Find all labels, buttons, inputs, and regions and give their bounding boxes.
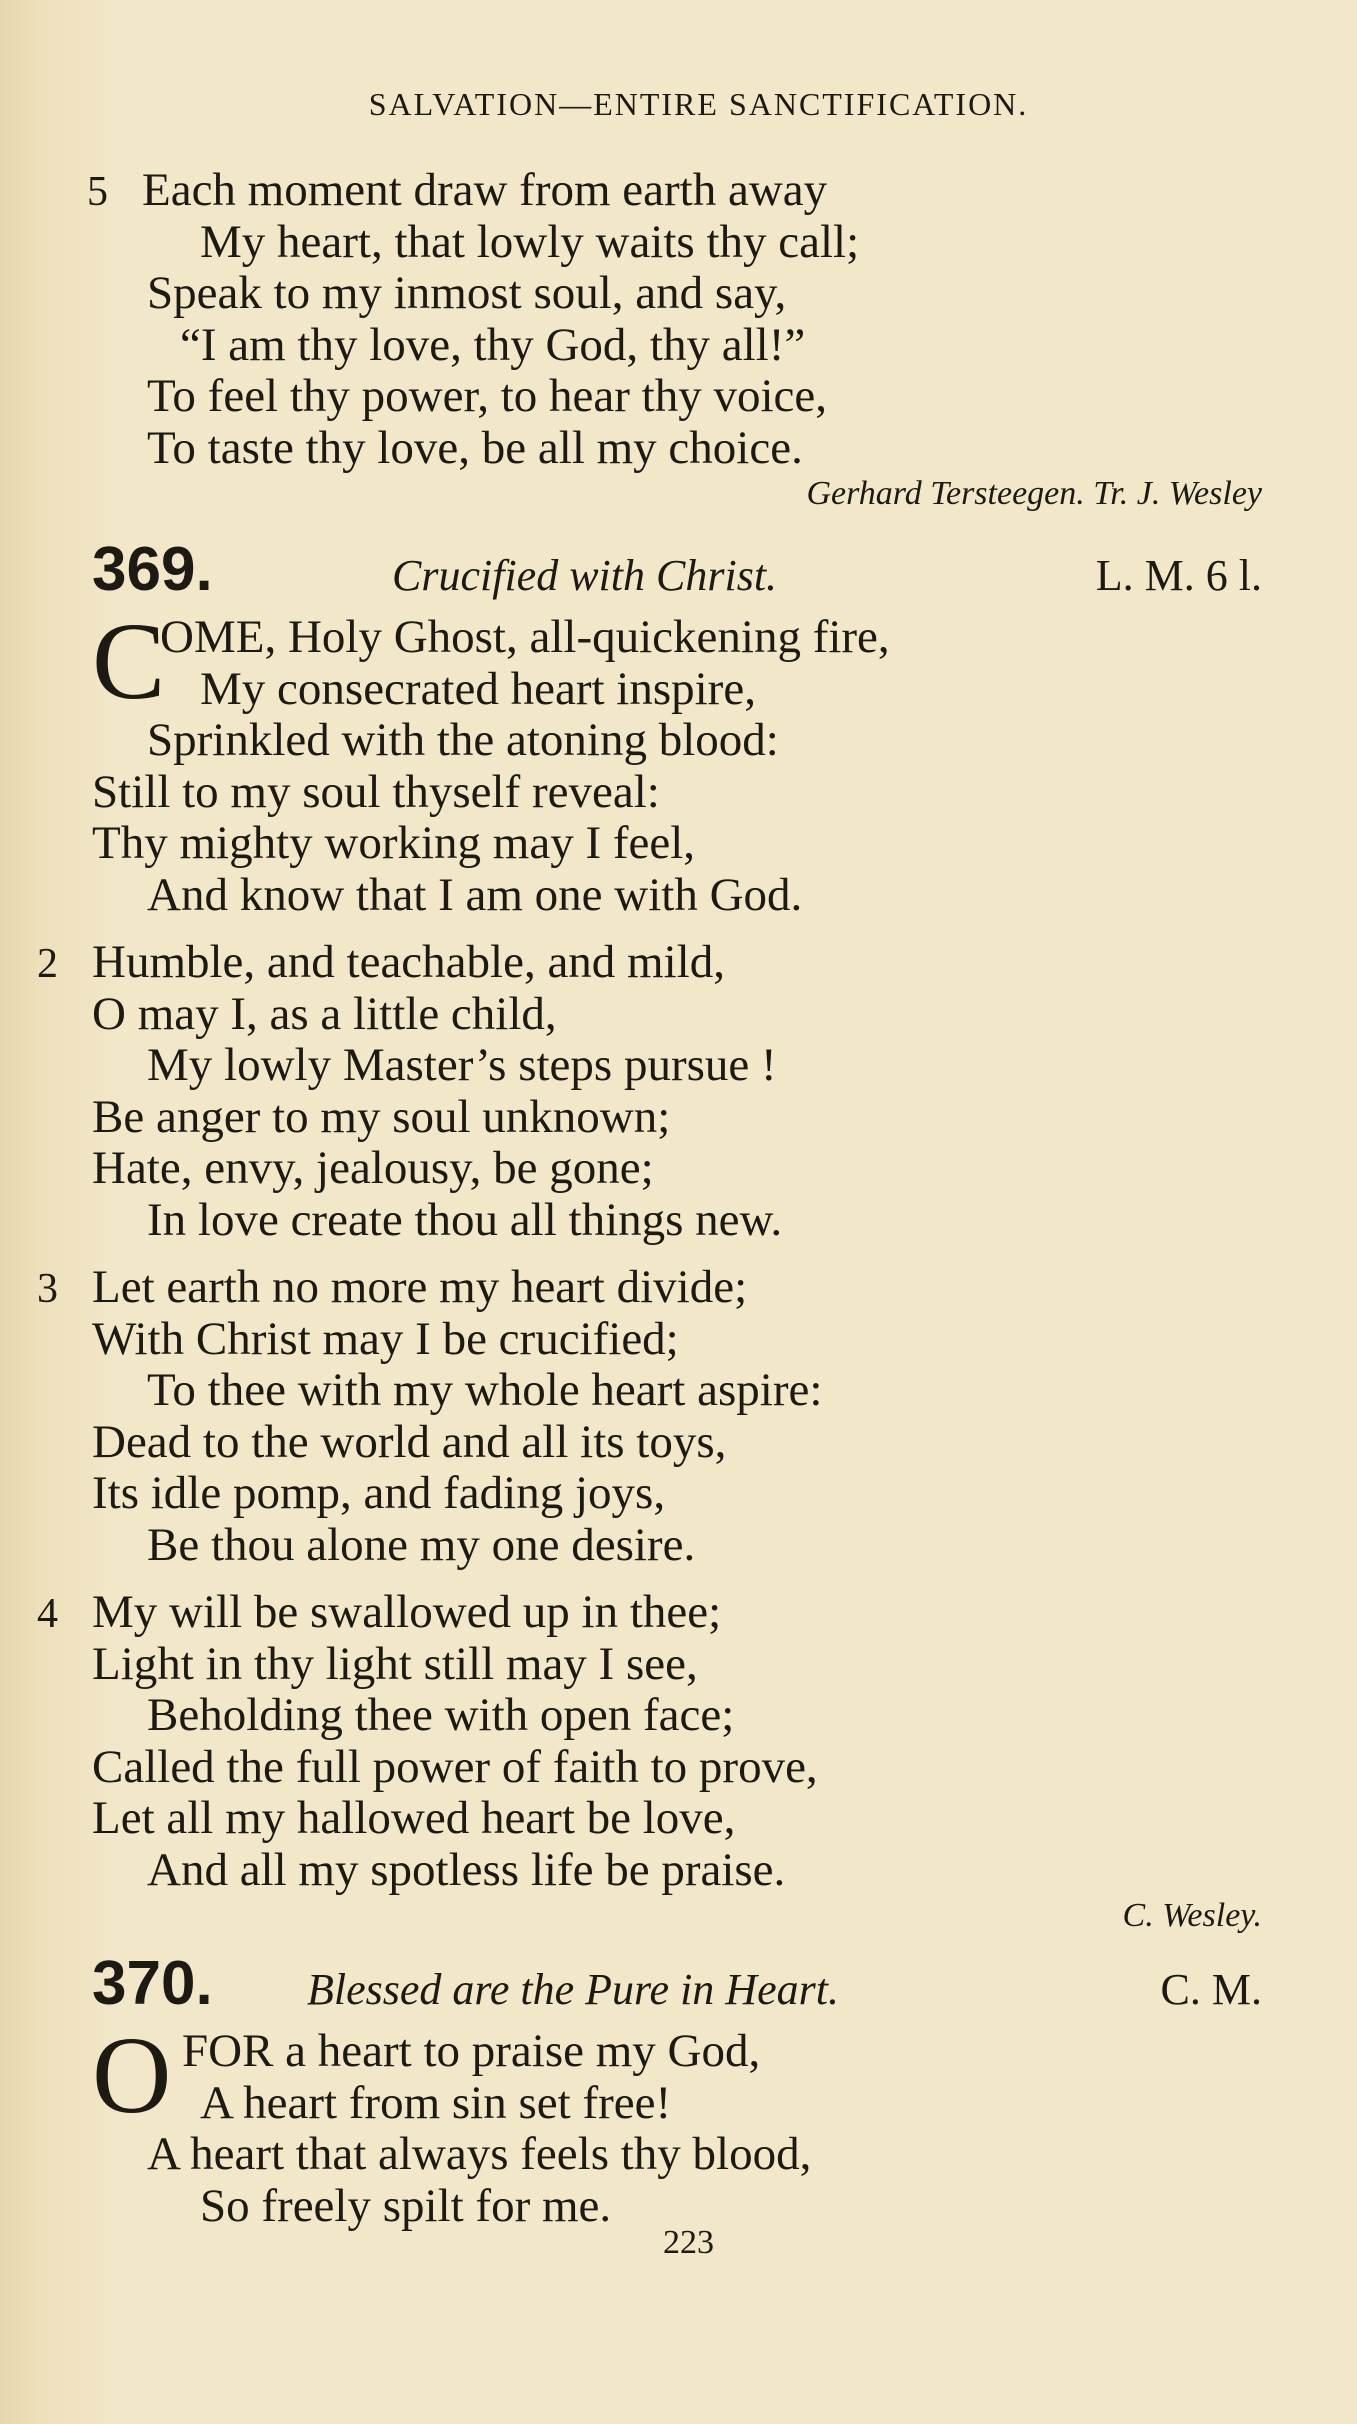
- page-number: 223: [663, 2224, 714, 2261]
- verse-line: Let all my hallowed heart be love,: [92, 1792, 736, 1844]
- verse-line: Beholding thee with open face;: [147, 1689, 735, 1741]
- hymn-370-heading: [92, 1948, 1262, 2022]
- hymn-title: Crucified with Christ.: [392, 551, 778, 600]
- verse-line: Called the full power of faith to prove,: [92, 1740, 818, 1793]
- hymn-369-stanza-3: [37, 1261, 1262, 1571]
- verse-line: Be anger to my soul unknown;: [92, 1090, 671, 1143]
- verse-line: 2 Humble, and teachable, and mild,: [37, 937, 1262, 989]
- verse-line: Sprinkled with the atoning blood:: [147, 714, 779, 766]
- verse-line: In love create thou all things new.: [147, 1193, 783, 1246]
- running-header: SALVATION—ENTIRE SANCTIFICATION.: [368, 86, 1029, 122]
- verse-line: To thee with my whole heart aspire:: [147, 1364, 823, 1416]
- verse-line: 3 Let earth no more my heart divide;: [37, 1262, 1262, 1314]
- stanza-number: 5: [87, 169, 108, 215]
- stanza-number: 3: [37, 1266, 58, 1312]
- verse-line: With Christ may I be crucified;: [92, 1312, 679, 1365]
- hymn-369-stanza-2: [37, 936, 1262, 1246]
- verse-line: My heart, that lowly waits thy call;: [200, 215, 860, 268]
- verse-line: Still to my soul thyself reveal:: [92, 765, 660, 818]
- attribution: Gerhard Tersteegen. Tr. J. Wesley: [806, 475, 1262, 512]
- stanza-number: 4: [37, 1591, 58, 1637]
- hymn-369-heading: [92, 534, 1262, 608]
- verse-line: A heart from sin set free!: [200, 2076, 672, 2129]
- hymn-meter: C. M.: [1160, 1965, 1262, 2014]
- verse-line: Hate, envy, jealousy, be gone;: [92, 1142, 654, 1194]
- verse-line: 4 My will be swallowed up in thee;: [37, 1587, 1262, 1639]
- drop-cap: O: [92, 2014, 172, 2136]
- hymn-title: Blessed are the Pure in Heart.: [307, 1965, 839, 2014]
- verse-line: FOR a heart to praise my God,: [182, 2025, 761, 2077]
- verse-line: Light in thy light still may I see,: [92, 1637, 698, 1690]
- attribution: C. Wesley.: [1122, 1897, 1262, 1934]
- drop-cap: C: [92, 600, 166, 722]
- verse-line: To taste thy love, be all my choice.: [147, 421, 803, 474]
- verse-line: Speak to my inmost soul, and say,: [147, 267, 787, 319]
- verse-line: And know that I am one with God.: [147, 868, 803, 921]
- verse-line: Thy mighty working may I feel,: [92, 817, 696, 869]
- verse-line: A heart that always feels thy blood,: [147, 2128, 812, 2180]
- verse-line: To feel thy power, to hear thy voice,: [147, 370, 828, 422]
- hymn-number: 370.: [92, 1949, 213, 2018]
- hymn-369-stanza-4: [37, 1586, 1262, 1940]
- verse-line: Its idle pomp, and fading joys,: [92, 1467, 666, 1519]
- verse-line: My lowly Master’s steps pursue !: [147, 1039, 777, 1091]
- hymn-370-stanza-1: [92, 2014, 1262, 2232]
- hymn-369-stanza-1: [92, 600, 1262, 921]
- prev-hymn-stanza-5: [87, 164, 1262, 518]
- verse-line: And all my spotless life be praise.: [147, 1843, 786, 1896]
- hymn-meter: L. M. 6 l.: [1095, 551, 1262, 600]
- verse-line: OME, Holy Ghost, all-quickening fire,: [160, 611, 890, 663]
- hymn-number: 369.: [92, 535, 213, 604]
- verse-line: My consecrated heart inspire,: [200, 662, 756, 715]
- verse-line: So freely spilt for me.: [200, 2179, 612, 2232]
- verse-line: Be thou alone my one desire.: [147, 1518, 696, 1571]
- verse-line: Dead to the world and all its toys,: [92, 1415, 727, 1468]
- stanza-number: 2: [37, 941, 58, 987]
- verse-line: “I am thy love, thy God, thy all!”: [180, 318, 806, 371]
- verse-line: 5 Each moment draw from earth away: [87, 165, 1262, 217]
- verse-line: O may I, as a little child,: [92, 987, 557, 1040]
- page-content: [37, 164, 1262, 2248]
